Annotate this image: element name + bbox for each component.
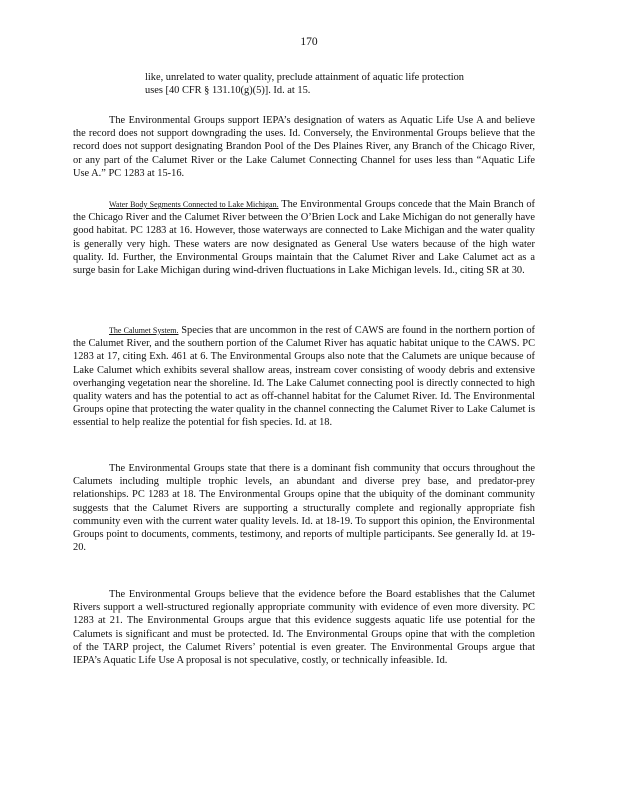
section-heading-lake-michigan: Water Body Segments Connected to Lake Michigan. (109, 200, 279, 209)
paragraph-calumet-rivers-potential (73, 588, 535, 667)
paragraph-lake-michigan-segments (73, 198, 535, 277)
paragraph-text: The Environmental Groups concede that the Main Branch of the Chicago River and the Calumet River between the O’Brien Lock and Lake Michigan do not generally have good habitat. PC 1283 at 16. However, those waterways are connected to Lake Michigan and the water quality is generally very high. These waters are now designated as General Use waters because of the high water quality. Id. Further, the Environmental Groups maintain that the Calumet River and Lake Calumet act as a surge basin for Lake Michigan during wind-driven fluctuations in Lake Michigan levels. Id., citing SR at 30. (73, 199, 535, 277)
paragraph-aquatic-life-use-a (73, 114, 535, 180)
paragraph-text: The Environmental Groups state that there is a dominant fish community that occurs throughout the Calumets including multiple trophic levels, an abundant and diverse prey base, and predator-prey relationships. PC 1283 at 18. The Environmental Groups opine that the ubiquity of the dominant community suggests that the Calumet Rivers are supporting a structurally complete and regionally appropriate fish community even with the current water quality levels. Id. at 18-19. To support this opinion, the Environmental Groups point to documents, comments, testimony, and reports of multiple participants. See generally Id. at 19-20. (73, 463, 535, 554)
block-quote-text: like, unrelated to water quality, preclude attainment of aquatic life protection uses [40 CFR § 131.10(g)(5)]. Id. at 15. (145, 72, 464, 97)
paragraph-text: Species that are uncommon in the rest of CAWS are found in the northern portion of the Calumet River, and the southern portion of the Calumet River has aquatic habitat unique to the CAWS. PC 1283 at 17, citing Exh. 461 at 6. The Environmental Groups also note that the Calumets are unique because of Lake Calumet which exhibits several shallow areas, instream cover consisting of woody debris and extensive overhanging vegetation near the shoreline. Id. The Lake Calumet connecting pool is directly connected to high quality waters and has the potential to act as off-channel habitat for the Calumet River. Id. The Environmental Groups opine that protecting the water quality in the channel connecting the Calumet River to Lake Calumet is essential to help realize the potential for fish species. Id. at 18. (73, 325, 535, 429)
paragraph-text: The Environmental Groups support IEPA’s designation of waters as Aquatic Life Use A and believe the record does not support downgrading the uses. Id. Conversely, the Environmental Groups believe that the record does not support designating Brandon Pool of the Des Plaines River, any Branch of the Chicago River, or any part of the Calumet River or the Lake Calumet Connecting Channel for uses less than “Aquatic Life Use A.” PC 1283 at 15-16. (73, 115, 535, 179)
section-heading-calumet-system: The Calumet System. (109, 326, 179, 335)
paragraph-dominant-fish-community (73, 462, 535, 554)
paragraph-calumet-system (73, 324, 535, 430)
page-number: 170 (300, 36, 318, 48)
paragraph-text: The Environmental Groups believe that the evidence before the Board establishes that the Calumet Rivers support a well-structured regionally appropriate community with evidence of even more diversity. PC 1283 at 21. The Environmental Groups argue that this evidence suggests aquatic life use potential for the Calumets is significant and must be protected. Id. The Environmental Groups opine that with the completion of the TARP project, the Calumet Rivers’ potential is even greater. The Environmental Groups argue that IEPA’s Aquatic Life Use A proposal is not speculative, costly, or technically infeasible. Id. (73, 589, 535, 667)
block-quote (145, 71, 475, 97)
